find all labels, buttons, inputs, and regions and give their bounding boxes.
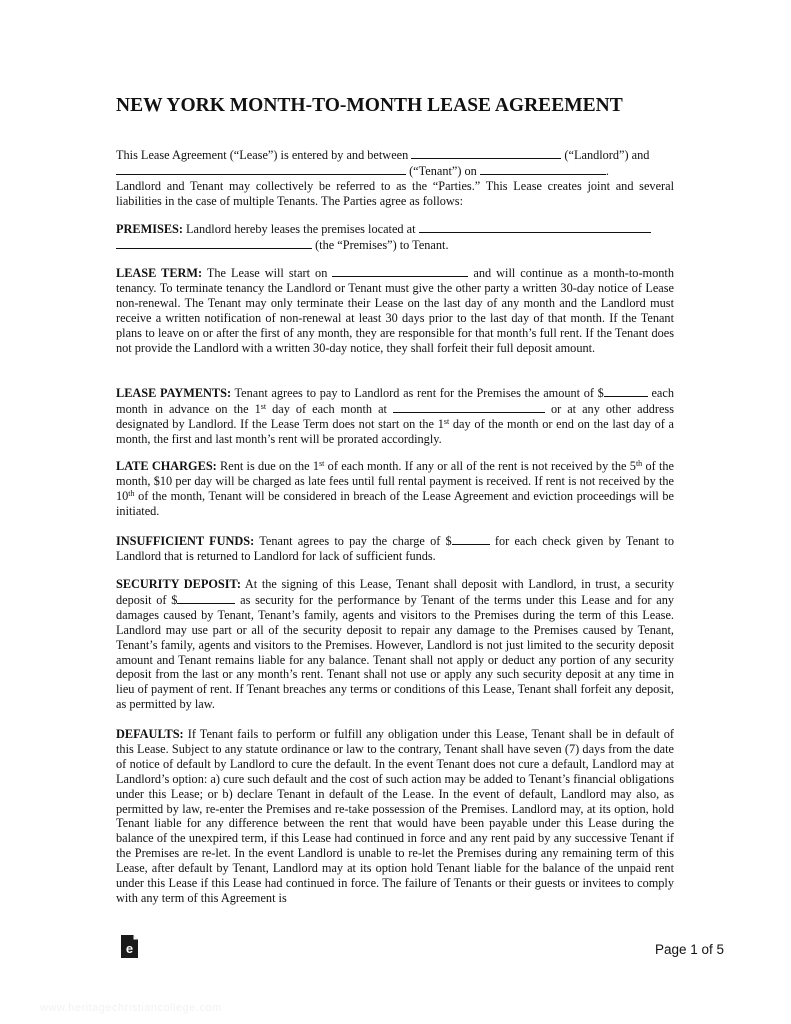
- defaults-section: [116, 727, 674, 906]
- security-deposit-text-2: as security for the performance by Tenant of the terms under this Lease and for any damages caused by Tenant, Tenant’s family, agents and visitors to the Premises during the term of this Lease. Landlord may use part or all of the security deposit to repair any damage to the Premises caused by Tenant, Tenant’s family, agents and visitors to the Premises. However, Landlord is not just limited to the security deposit amount and Tenant remains liable for any balance. Tenant shall not apply or deduct any portion of any security deposit from the last or any month’s rent. Tenant shall not use or apply any such security deposit at any time in lieu of payment of rent. If Tenant breaches any terms or conditions of this Lease, Tenant shall forfeit any deposit, as permitted by law.: [116, 592, 675, 712]
- premises-heading: PREMISES:: [116, 222, 183, 236]
- page-number: Page 1 of 5: [654, 942, 724, 957]
- rent-amount-blank[interactable]: [604, 385, 648, 397]
- intro-text-4: .: [605, 163, 609, 178]
- lease-start-date-blank[interactable]: [332, 265, 468, 277]
- premises-address-blank-2[interactable]: [116, 237, 312, 249]
- ordinal-suffix: th: [635, 459, 643, 468]
- insufficient-funds-section: [116, 533, 674, 564]
- landlord-name-blank[interactable]: [411, 147, 561, 159]
- intro-text-2: (“Landlord”) and: [561, 148, 650, 162]
- lease-payments-text-1: Tenant agrees to pay to Landlord as rent for the Premises the amount of $: [231, 386, 604, 400]
- late-charges-text-1: Rent is due on the 1: [216, 459, 320, 473]
- security-deposit-text-1: At the signing of this Lease, Tenant shall deposit with Landlord, in trust, a security deposit of $: [116, 577, 674, 607]
- lease-payments-heading: LEASE PAYMENTS:: [116, 386, 232, 400]
- ordinal-suffix: st: [260, 401, 267, 411]
- eforms-e-icon: [120, 934, 139, 959]
- lease-payments-section: [116, 385, 674, 447]
- lease-payments-text-5: day of the month or end on the last day of a month, the first and last month’s rent will be prorated accordingly.: [116, 416, 674, 446]
- watermark-text: www.heritagechristiancollege.com: [40, 1002, 222, 1014]
- late-charges-text-2: of each month. If any or all of the rent is not received by the 5: [324, 459, 636, 473]
- document-title: NEW YORK MONTH-TO-MONTH LEASE AGREEMENT: [116, 95, 623, 116]
- lease-term-section: [116, 265, 674, 355]
- premises-section: [116, 221, 674, 253]
- late-charges-text-3: of the month, $10 per day will be charged as late fees until full rental payment is received. If rent is not received by the 10: [116, 459, 674, 503]
- late-charges-text-4: of the month, Tenant will be considered in breach of the Lease Agreement and eviction proceedings will be initiated.: [116, 488, 674, 518]
- late-charges-section: [116, 459, 674, 519]
- deposit-amount-blank[interactable]: [177, 592, 235, 604]
- tenant-name-blank[interactable]: [116, 163, 406, 175]
- lease-payments-text-3: day of each month at: [266, 401, 393, 416]
- intro-text-5: Landlord and Tenant may collectively be referred to as the “Parties.” This Lease creates joint and several liabilities in the case of multiple Tenants. The Parties agree as follows:: [116, 178, 674, 208]
- svg-text:e: e: [125, 941, 134, 956]
- ordinal-suffix: st: [443, 416, 450, 426]
- lease-payments-text-4: or at any other address designated by Landlord. If the Lease Term does not start on the 1: [116, 401, 675, 431]
- insufficient-funds-text-1: Tenant agrees to pay the charge of $: [254, 534, 452, 548]
- intro-text-3: (“Tenant”) on: [406, 163, 480, 178]
- premises-text-1: Landlord hereby leases the premises located at: [182, 222, 419, 236]
- ordinal-suffix: th: [128, 488, 135, 498]
- defaults-text-1: If Tenant fails to perform or fulfill any obligation under this Lease, Tenant shall be in default of this Lease. Subject to any statute ordinance or law to the contrary, Tenant shall have seven (7) days from the date of notice of default by Landlord to cure the default. In the event Tenant does not cure a default, Landlord may at Landlord’s option: a) cure such default and the cost of such action may be added to Tenant’s financial obligations under this Lease; or b) declare Tenant in default of the Lease. In the event of default, Landlord may also, as permitted by law, re-enter the Premises and re-take possession of the Premises. Landlord may, at its option, hold Tenant liable for any difference between the rent that would have been payable under this Lease during the balance of the unexpired term, if this Lease had continued in force and any rent paid by any successive Tenant if the Premises are re-let. In the event Landlord is unable to re-let the Premises during any remaining term of this Lease, after default by Tenant, Landlord may at its option hold Tenant liable for the balance of the unpaid rent under this Lease if this Lease had continued in force. The failure of Tenants or their guests or invitees to comply with any term of this Agreement is: [116, 727, 674, 905]
- defaults-heading: DEFAULTS:: [116, 727, 184, 741]
- intro-paragraph: [116, 147, 674, 209]
- premises-text-2: (the “Premises”) to Tenant.: [312, 237, 449, 252]
- intro-text-1: This Lease Agreement (“Lease”) is entered by and between: [116, 148, 412, 162]
- lease-term-text-1: The Lease will start on: [202, 266, 333, 280]
- payment-address-blank[interactable]: [393, 401, 545, 413]
- security-deposit-heading: SECURITY DEPOSIT:: [116, 577, 241, 591]
- agreement-date-blank[interactable]: [480, 163, 606, 175]
- premises-address-blank-1[interactable]: [419, 221, 651, 233]
- insufficient-funds-text-2: for each check given by Tenant to Landlord that is returned to Landlord for lack of sufficient funds.: [116, 534, 674, 563]
- lease-payments-text-2: each month in advance on the 1: [116, 386, 674, 416]
- lease-term-heading: LEASE TERM:: [116, 266, 203, 280]
- insufficient-funds-heading: INSUFFICIENT FUNDS:: [116, 534, 255, 548]
- ordinal-suffix: st: [319, 459, 325, 468]
- security-deposit-section: [116, 577, 674, 712]
- nsf-charge-blank[interactable]: [452, 533, 490, 545]
- lease-term-text-2: and will continue as a month-to-month tenancy. To terminate tenancy the Landlord or Tenant must give the other party a written 30-day notice of Lease non-renewal. The Tenant may only terminate their Lease on the last day of any month and the Landlord must receive a written notification of non-renewal at least 30 days prior to the last day of that month. If the Tenant plans to leave on or after the first of any month, they are responsible for that month’s full rent. If the Tenant does not provide the Landlord with a written 30-day notice, they shall forfeit their full deposit amount.: [116, 266, 674, 355]
- late-charges-heading: LATE CHARGES:: [116, 459, 217, 473]
